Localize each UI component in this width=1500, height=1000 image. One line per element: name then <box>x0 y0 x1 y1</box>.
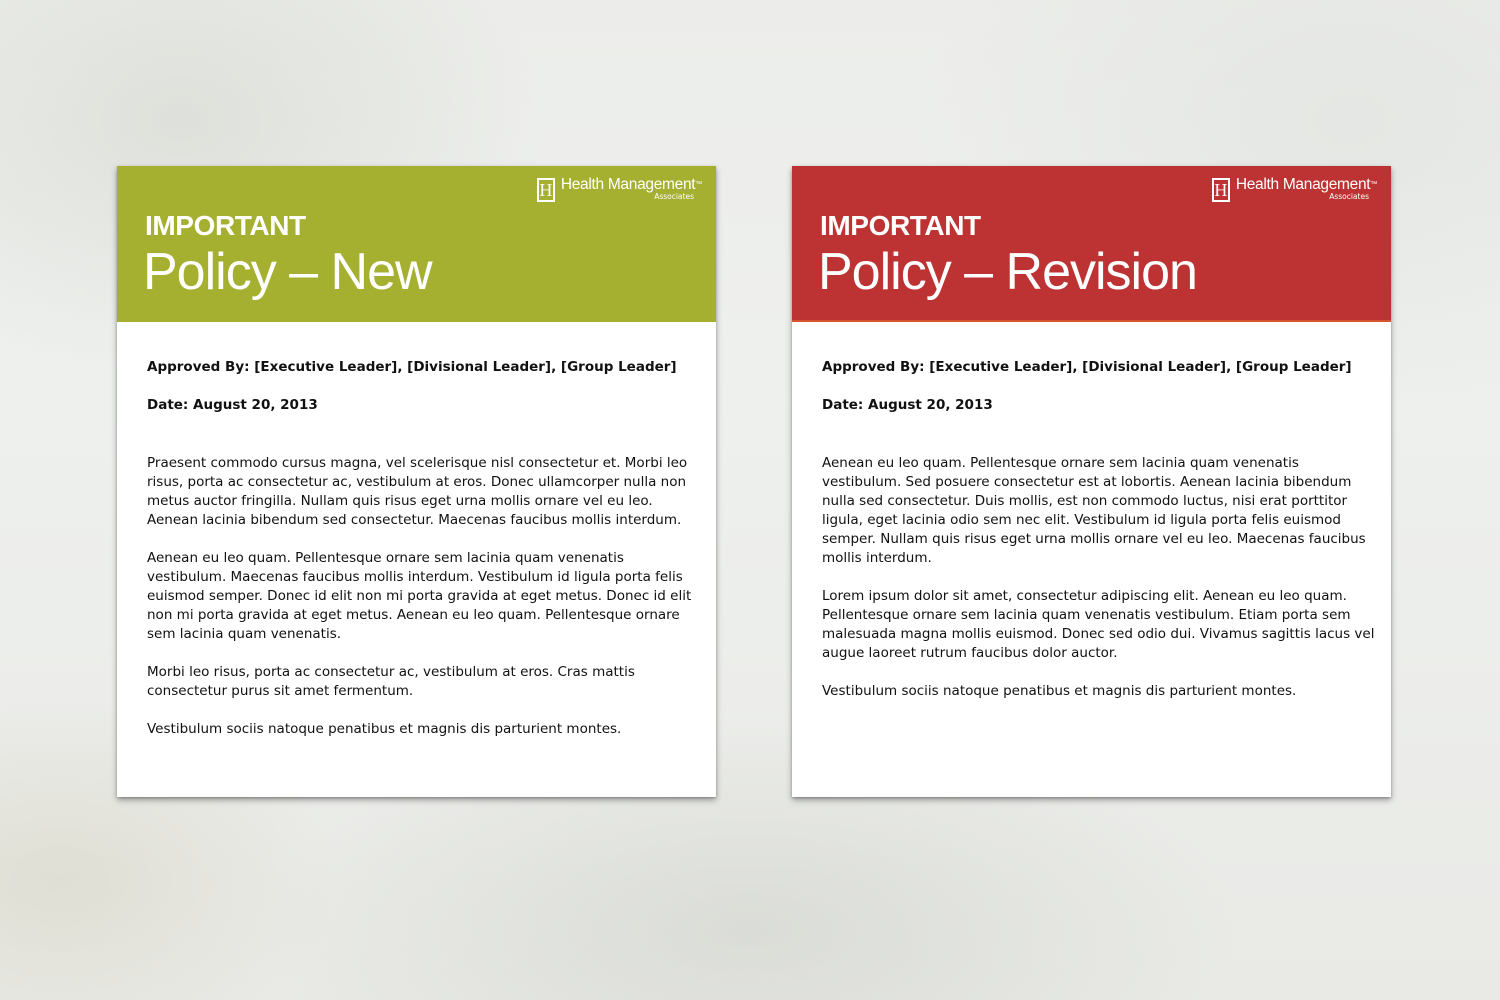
card-title: Policy – Revision <box>818 243 1197 301</box>
body-paragraph: Vestibulum sociis natoque penatibus et magnis dis parturient montes. <box>147 721 622 737</box>
policy-body <box>147 454 702 758</box>
hospital-h-icon: H <box>537 178 555 202</box>
approved-by: Approved By: [Executive Leader], [Divisional Leader], [Group Leader] <box>822 359 1352 375</box>
policy-body <box>822 454 1377 720</box>
logo-tm: ™ <box>1370 181 1377 188</box>
policy-card-revision <box>792 166 1391 797</box>
card-kicker: IMPORTANT <box>820 210 981 241</box>
card-header <box>792 166 1391 322</box>
logo-subtitle: Associates <box>654 192 694 201</box>
card-kicker: IMPORTANT <box>145 210 306 241</box>
body-paragraph: Aenean eu leo quam. Pellentesque ornare sem lacinia quam venenatis vestibulum. Maecenas faucibus mollis interdum. Vestibulum id ligula porta felis euismod semper. Donec id elit non mi porta gravida at eget metus. Donec id elit non mi porta gravida at eget metus. Aenean eu leo quam. Pellentesque ornare sem lacinia quam venenatis. <box>147 550 692 642</box>
policy-date: Date: August 20, 2013 <box>822 397 993 413</box>
body-paragraph: Aenean eu leo quam. Pellentesque ornare sem lacinia quam venenatis vestibulum. Sed posuere consectetur est at lobortis. Aenean lacinia bibendum nulla sed consectetur. Duis mollis, est non commodo luctus, nisi erat porttitor ligula, eget lacinia odio sem nec elit. Vestibulum id ligula porta felis euismod semper. Nullam quis risus eget urna mollis ornare vel eu leo. Maecenas faucibus mollis interdum. <box>822 455 1366 566</box>
policy-date: Date: August 20, 2013 <box>147 397 318 413</box>
company-logo <box>1212 176 1377 206</box>
hospital-h-icon: H <box>1212 178 1230 202</box>
approved-by: Approved By: [Executive Leader], [Divisional Leader], [Group Leader] <box>147 359 677 375</box>
body-paragraph: Vestibulum sociis natoque penatibus et magnis dis parturient montes. <box>822 683 1297 699</box>
body-paragraph: Morbi leo risus, porta ac consectetur ac, vestibulum at eros. Cras mattis consectetur purus sit amet fermentum. <box>147 664 635 699</box>
body-paragraph: Praesent commodo cursus magna, vel scelerisque nisl consectetur et. Morbi leo risus, porta ac consectetur ac, vestibulum at eros. Donec ullamcorper nulla non metus auctor fringilla. Nullam quis risus eget urna mollis ornare vel eu leo. Aenean lacinia bibendum sed consectetur. Maecenas faucibus mollis interdum. <box>147 455 688 528</box>
body-paragraph: Lorem ipsum dolor sit amet, consectetur adipiscing elit. Aenean eu leo quam. Pellentesque ornare sem lacinia quam venenatis vestibulum. Etiam porta sem malesuada magna mollis euismod. Donec sed odio dui. Vivamus sagittis lacus vel augue laoreet rutrum faucibus dolor auctor. <box>822 588 1375 661</box>
logo-subtitle: Associates <box>1329 192 1369 201</box>
policy-card-new <box>117 166 716 797</box>
card-title: Policy – New <box>143 243 432 301</box>
logo-tm: ™ <box>695 181 702 188</box>
logo-name: Health Management <box>560 176 696 193</box>
card-header <box>117 166 716 322</box>
company-logo <box>537 176 702 206</box>
logo-name: Health Management <box>1235 176 1371 193</box>
